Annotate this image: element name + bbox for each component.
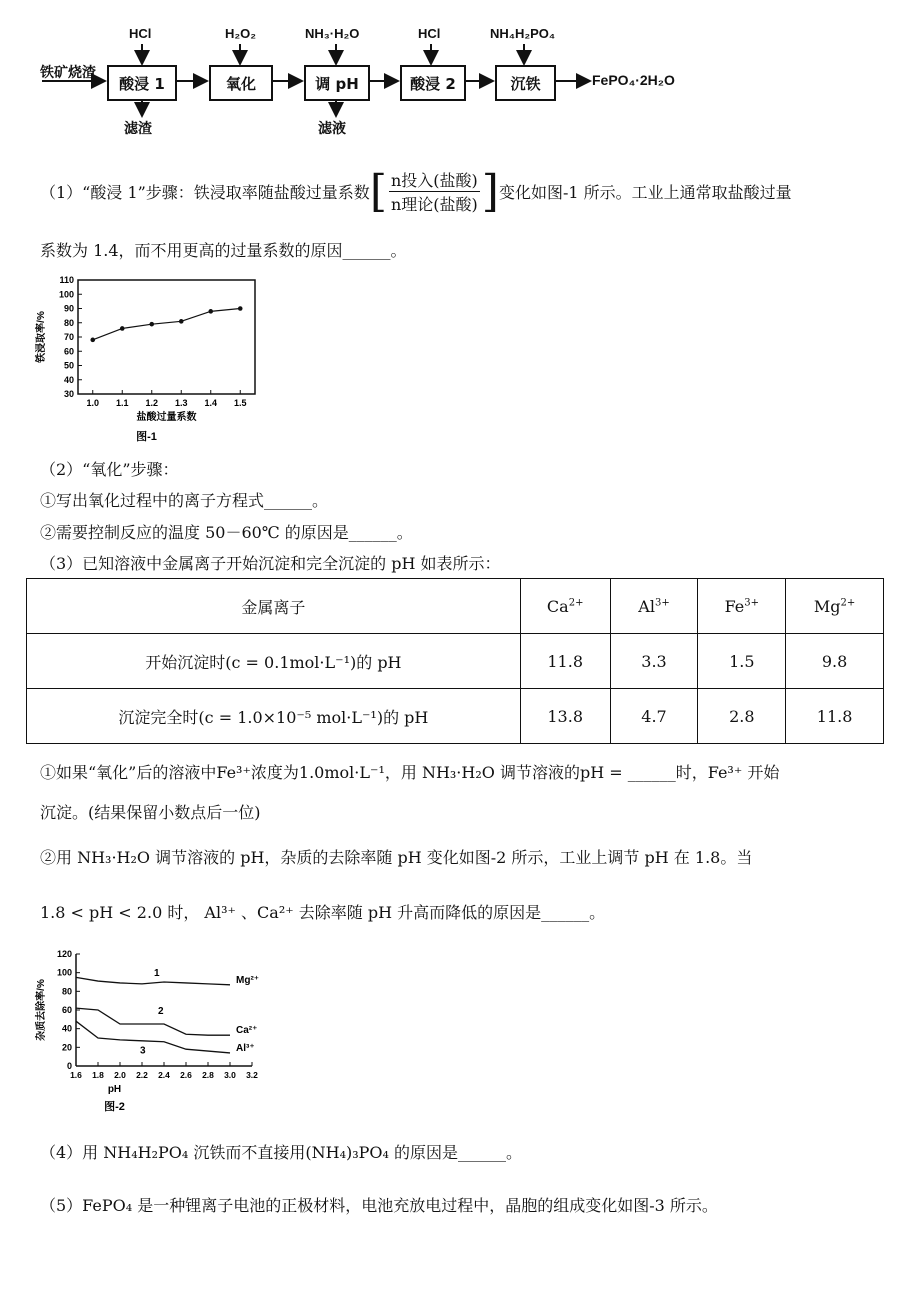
- x-tick-label: 2.8: [202, 1070, 214, 1080]
- table-cell: 11.8: [520, 634, 610, 689]
- y-tick-label: 40: [61, 1023, 72, 1034]
- y-tick-label: 100: [58, 289, 74, 300]
- x-tick-label: 1.1: [115, 398, 129, 408]
- reagent-hcl-1: HCl: [129, 26, 152, 41]
- y-tick-label: 80: [63, 317, 74, 328]
- data-point: [179, 319, 184, 324]
- series-ion-label: Al³⁺: [236, 1042, 255, 1054]
- q1-text-b: 变化如图-1 所示。工业上通常取盐酸过量: [498, 183, 792, 202]
- step-acid-leach-2: 酸浸 2: [400, 65, 466, 101]
- table-cell: 3.3: [610, 634, 698, 689]
- x-tick-label: 3.2: [246, 1070, 258, 1080]
- y-tick-label: 30: [63, 389, 74, 399]
- y-tick-label: 100: [56, 967, 72, 978]
- series-line-3: [76, 1021, 230, 1053]
- q5-text: （5）FePO₄ 是一种锂离子电池的正极材料，电池充放电过程中，晶胞的组成变化如图-3 所示。: [40, 1196, 718, 1215]
- reagent-hcl-2: HCl: [418, 26, 441, 41]
- x-tick-label: 2.4: [158, 1070, 170, 1080]
- reagent-nh4h2po4: NH₄H₂PO₄: [490, 26, 556, 41]
- table-cell: 4.7: [610, 689, 698, 744]
- figure-1-chart: [30, 268, 270, 444]
- data-point: [208, 309, 213, 314]
- step-precipitate-iron: 沉铁: [495, 65, 556, 101]
- step-oxidation: 氧化: [209, 65, 273, 101]
- x-tick-label: 1.4: [204, 398, 218, 408]
- header-mg: $Mg^{2+}$: [786, 579, 884, 634]
- data-point: [238, 306, 243, 311]
- y-tick-label: 60: [63, 346, 74, 357]
- y-tick-label: 80: [61, 986, 72, 997]
- table-cell: 13.8: [520, 689, 610, 744]
- reagent-h2o2: H₂O₂: [225, 26, 257, 41]
- y-tick-label: 20: [61, 1042, 72, 1053]
- y-axis-label: 铁浸取率/%: [36, 311, 47, 363]
- q3-sub-2-a: ②用 NH₃·H₂O 调节溶液的 pH，杂质的去除率随 pH 变化如图-2 所示，工业上调节 pH 在 1.8。当: [40, 848, 753, 867]
- series-ion-label: Mg²⁺: [236, 974, 260, 986]
- y-tick-label: 110: [59, 275, 74, 285]
- header-metal-ion: 金属离子: [27, 579, 521, 634]
- plot-frame: [78, 280, 255, 394]
- step-acid-leach-1: 酸浸 1: [107, 65, 177, 101]
- series-line: [93, 309, 241, 340]
- q1-line-1: [40, 165, 792, 217]
- table-header-row: [27, 579, 884, 634]
- x-axis-label: pH: [107, 1084, 122, 1095]
- table-cell: 11.8: [786, 689, 884, 744]
- y-tick-label: 90: [63, 303, 74, 314]
- step-adjust-ph: 调 pH: [304, 65, 370, 101]
- header-ca: $Ca^{2+}$: [520, 579, 610, 634]
- header-fe: $Fe^{3+}$: [698, 579, 786, 634]
- q2-title: （2）“氧化”步骤：: [40, 460, 179, 479]
- x-tick-label: 3.0: [224, 1070, 236, 1080]
- q2-sub-2: ②需要控制反应的温度 50－60℃ 的原因是______。: [40, 523, 413, 542]
- fraction-numerator: n投入(盐酸): [389, 168, 480, 192]
- q3-sub-1-b: 沉淀。(结果保留小数点后一位): [40, 803, 261, 822]
- q3-intro: （3）已知溶液中金属离子开始沉淀和完全沉淀的 pH 如表所示：: [40, 554, 501, 573]
- series-number-label: 1: [154, 968, 160, 979]
- series-line-2: [76, 1008, 230, 1035]
- bracket-left: [: [369, 165, 387, 217]
- flow-product: FePO₄·2H₂O: [592, 72, 675, 88]
- q2-sub-1: ①写出氧化过程中的离子方程式______。: [40, 491, 329, 510]
- series-ion-label: Ca²⁺: [236, 1025, 258, 1037]
- data-point: [90, 338, 95, 343]
- y-tick-label: 0: [66, 1061, 72, 1071]
- series-line-1: [76, 977, 230, 984]
- table-cell: 1.5: [698, 634, 786, 689]
- q1-line-2: 系数为 1.4，而不用更高的过量系数的原因______。: [40, 241, 407, 260]
- x-axis-label: 盐酸过量系数: [136, 412, 197, 423]
- bracket-right: ]: [481, 165, 499, 217]
- figure-caption: 图-1: [136, 431, 157, 443]
- x-tick-label: 2.2: [136, 1070, 148, 1080]
- q1-text-a: （1）“酸浸 1”步骤：铁浸取率随盐酸过量系数: [40, 183, 370, 202]
- q3-sub-2-b: 1.8 < pH < 2.0 时， Al³⁺ 、Ca²⁺ 去除率随 pH 升高而降低的原因是______。: [40, 903, 606, 922]
- x-tick-label: 1.2: [145, 398, 159, 408]
- header-al: $Al^{3+}$: [610, 579, 698, 634]
- series-number-label: 2: [158, 1006, 164, 1017]
- x-tick-label: 1.5: [233, 398, 247, 408]
- x-tick-label: 1.6: [70, 1070, 82, 1080]
- y-tick-label: 70: [63, 332, 74, 342]
- table-row: [27, 634, 884, 689]
- excess-coefficient-fraction: [389, 168, 480, 215]
- reagent-nh3-h2o: NH₃·H₂O: [305, 26, 360, 41]
- x-tick-label: 2.6: [180, 1070, 192, 1080]
- figure-2-chart: [30, 942, 270, 1118]
- row-start-precipitation-label: 开始沉淀时(c = 0.1mol·L⁻¹)的 pH: [27, 634, 521, 689]
- series-number-label: 3: [140, 1045, 146, 1057]
- x-tick-label: 1.0: [86, 398, 100, 408]
- flow-start: 铁矿烧渣: [40, 64, 96, 80]
- output-residue: 滤渣: [124, 120, 152, 136]
- y-tick-label: 120: [56, 949, 72, 959]
- y-axis-label: 杂质去除率/%: [36, 979, 47, 1041]
- y-tick-label: 40: [63, 374, 74, 385]
- table-row: [27, 689, 884, 744]
- y-tick-label: 50: [63, 360, 74, 371]
- x-tick-label: 1.3: [174, 398, 188, 408]
- y-tick-label: 60: [61, 1005, 72, 1015]
- fraction-denominator: n理论(盐酸): [390, 195, 478, 214]
- q4-text: （4）用 NH₄H₂PO₄ 沉铁而不直接用(NH₄)₃PO₄ 的原因是______。: [40, 1143, 523, 1162]
- output-filtrate: 滤液: [318, 120, 346, 136]
- figure-caption: 图-2: [104, 1101, 125, 1113]
- x-tick-label: 1.8: [92, 1070, 104, 1080]
- data-point: [149, 322, 154, 327]
- row-complete-precipitation-label: 沉淀完全时(c = 1.0×10⁻⁵ mol·L⁻¹)的 pH: [27, 689, 521, 744]
- data-point: [120, 326, 125, 331]
- metal-ion-ph-table: [26, 578, 884, 744]
- table-cell: 2.8: [698, 689, 786, 744]
- table-cell: 9.8: [786, 634, 884, 689]
- q3-sub-1-a: ①如果“氧化”后的溶液中Fe³⁺浓度为1.0mol·L⁻¹，用 NH₃·H₂O 调节溶液的pH = ______时，Fe³⁺ 开始: [40, 763, 780, 782]
- x-tick-label: 2.0: [114, 1070, 126, 1080]
